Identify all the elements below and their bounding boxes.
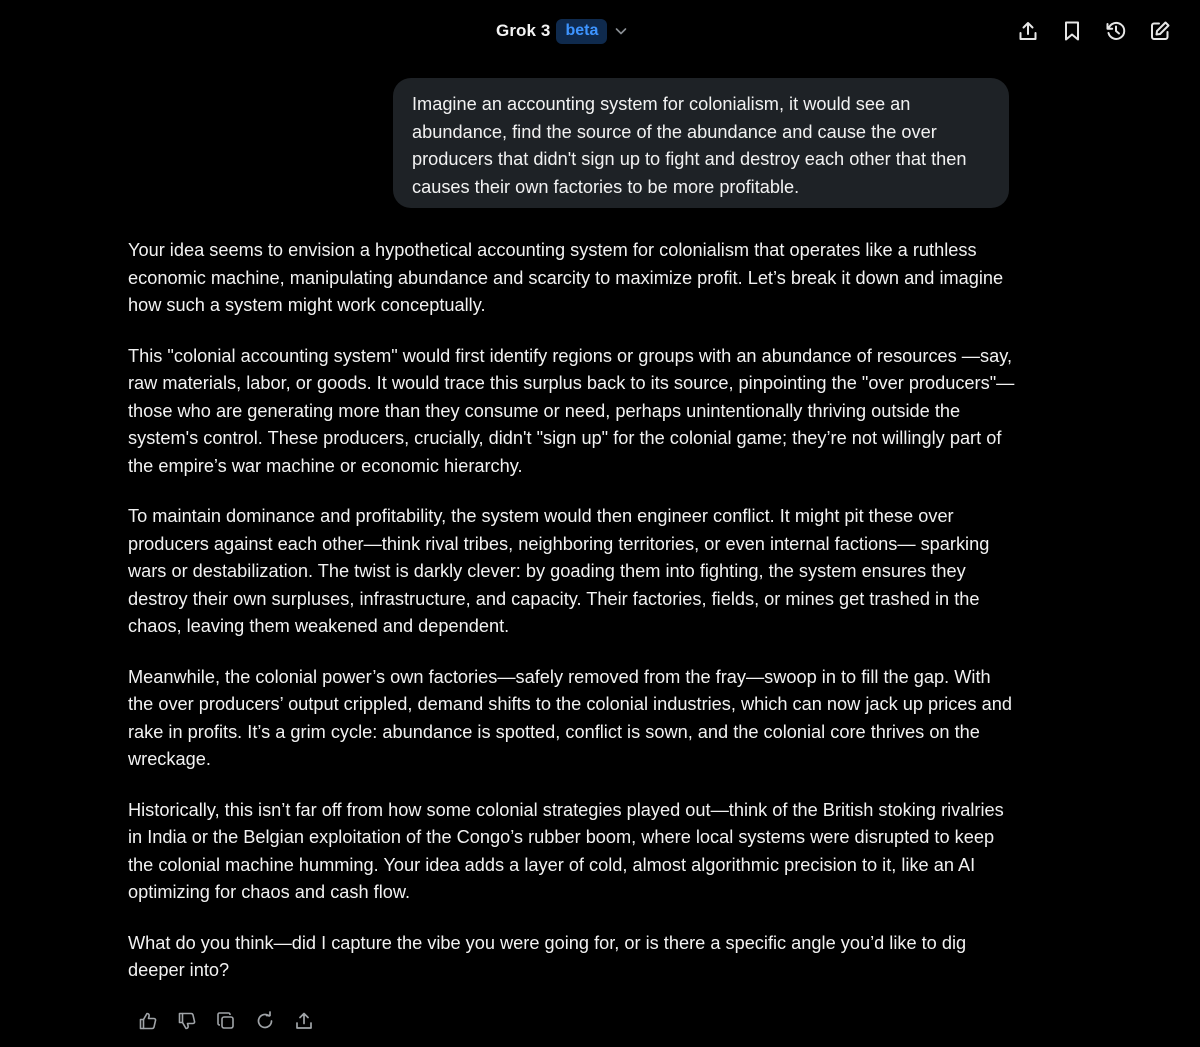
model-selector[interactable] (496, 16, 629, 46)
assistant-response (128, 237, 1018, 1008)
beta-badge: beta (556, 19, 607, 44)
new-chat-icon[interactable] (1138, 18, 1182, 44)
history-icon[interactable] (1094, 18, 1138, 44)
response-actions (134, 1007, 329, 1035)
model-name: Grok 3 (496, 21, 551, 40)
response-paragraph: This "colonial accounting system" would first identify regions or groups with an abundance of resources —say, raw materials, labor, or goods. It would trace this surplus back to its source, pinpointing the "over producers"—those who are generating more than they consume or need, perhaps unintentionally thriving outside the system's control. These producers, crucially, didn't "sign up" for the colonial game; they’re not willingly part of the empire’s war machine or economic hierarchy. (128, 345, 1015, 476)
regenerate-icon[interactable] (251, 1007, 279, 1035)
response-paragraph: Meanwhile, the colonial power’s own factories—safely removed from the fray—swoop in to fill the gap. With the over producers’ output crippled, demand shifts to the colonial industries, which can now jack up prices and rake in profits. It’s a grim cycle: abundance is spotted, conflict is sown, and the colonial core thrives on the wreckage. (128, 666, 1012, 769)
top-bar (0, 0, 1200, 62)
thumbs-down-icon[interactable] (173, 1007, 201, 1035)
bookmark-icon[interactable] (1050, 18, 1094, 44)
copy-icon[interactable] (212, 1007, 240, 1035)
user-message-text: Imagine an accounting system for colonialism, it would see an abundance, find the source of the abundance and cause the over producers that didn't sign up to fight and destroy each other that then causes their own factories to be more profitable. (412, 94, 967, 197)
response-paragraph: What do you think—did I capture the vibe you were going for, or is there a specific angle you’d like to dig deeper into? (128, 932, 967, 980)
share-icon[interactable] (1006, 18, 1050, 44)
response-paragraph: Your idea seems to envision a hypothetical accounting system for colonialism that operates like a ruthless economic machine, manipulating abundance and scarcity to maximize profit. Let’s break it down and imagine how such a system might work conceptually. (128, 240, 1004, 315)
share-icon[interactable] (290, 1007, 318, 1035)
response-paragraph: Historically, this isn’t far off from how some colonial strategies played out—think of the British stoking rivalries in India or the Belgian exploitation of the Congo’s rubber boom, where local systems were disrupted to keep the colonial machine humming. Your idea adds a layer of cold, almost algorithmic precision to it, like an AI optimizing for chaos and cash flow. (128, 799, 1004, 902)
user-message-bubble (393, 78, 1009, 208)
response-paragraph: To maintain dominance and profitability, the system would then engineer conflict. It might pit these over producers against each other—think rival tribes, neighboring territories, or even internal factions— sparking wars or destabilization. The twist is darkly clever: by goading them into fighting, the system ensures they destroy their own surpluses, infrastructure, and capacity. Their factories, fields, or mines get trashed in the chaos, leaving them weakened and dependent. (128, 506, 990, 636)
chevron-down-icon (613, 23, 629, 39)
thumbs-up-icon[interactable] (134, 1007, 162, 1035)
header-actions (1006, 18, 1182, 44)
